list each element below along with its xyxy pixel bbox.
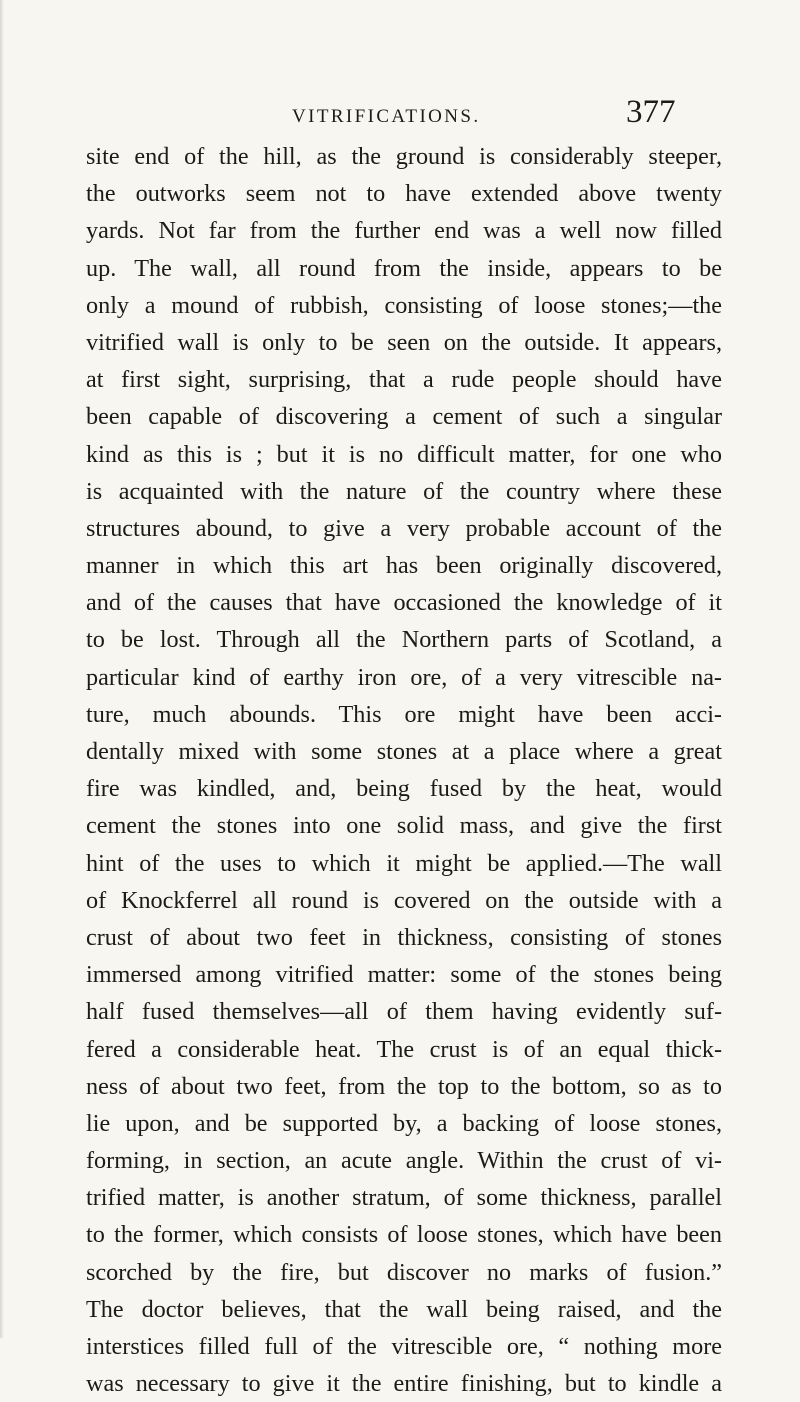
text-line: and of the causes that have occasioned the knowledge of it [86, 589, 722, 617]
text-line: site end of the hill, as the ground is considerably steeper, [86, 143, 722, 170]
page-edge-shadow [0, 0, 4, 1338]
text-line: to be lost. Through all the Northern parts of Scotland, a [86, 626, 722, 654]
text-line: crust of about two feet in thickness, consisting of stones [86, 923, 722, 951]
text-line: been capable of discovering a cement of such a singular [86, 403, 722, 431]
text-line: scorched by the fire, but discover no marks of fusion.” [86, 1258, 722, 1286]
text-line: lie upon, and be supported by, a backing of loose stones, [86, 1109, 722, 1137]
text-line: to the former, which consists of loose stones, which have been [86, 1221, 722, 1249]
text-line: The doctor believes, that the wall being raised, and the [86, 1295, 722, 1323]
text-line: trified matter, is another stratum, of some thickness, parallel [86, 1184, 722, 1212]
text-line: manner in which this art has been originally discovered, [86, 552, 722, 580]
text-line: forming, in section, an acute angle. Within the crust of vi- [86, 1147, 722, 1175]
text-line: ness of about two feet, from the top to the bottom, so as to [86, 1072, 722, 1100]
text-line: particular kind of earthy iron ore, of a very vitrescible na- [86, 663, 722, 691]
text-line: fire was kindled, and, being fused by the heat, would [86, 775, 722, 803]
text-line: the outworks seem not to have extended above twenty [86, 180, 722, 208]
text-line: interstices filled full of the vitrescible ore, “ nothing more [86, 1333, 722, 1360]
text-line: cement the stones into one solid mass, and give the first [86, 812, 722, 840]
text-line: dentally mixed with some stones at a place where a great [86, 738, 722, 765]
body-text [86, 138, 722, 1402]
text-line: ture, much abounds. This ore might have been acci- [86, 700, 722, 728]
text-line: is acquainted with the nature of the country where these [86, 477, 722, 505]
text-line: vitrified wall is only to be seen on the outside. It appears, [86, 328, 722, 356]
text-line: hint of the uses to which it might be applied.—The wall [86, 849, 722, 877]
text-line: of Knockferrel all round is covered on the outside with a [86, 886, 722, 914]
text-line: structures abound, to give a very probable account of the [86, 514, 722, 542]
running-head-title: VITRIFICATIONS. [292, 106, 481, 127]
text-line: kind as this is ; but it is no difficult matter, for one who [86, 440, 722, 468]
text-line: up. The wall, all round from the inside, appears to be [86, 254, 722, 282]
text-line: half fused themselves—all of them having evidently suf- [86, 998, 722, 1026]
running-head [0, 86, 800, 136]
text-line: fered a considerable heat. The crust is of an equal thick- [86, 1035, 722, 1063]
page-number: 377 [626, 94, 676, 130]
text-line: immersed among vitrified matter: some of the stones being [86, 961, 722, 989]
text-line: at first sight, surprising, that a rude people should have [86, 366, 722, 394]
text-line: only a mound of rubbish, consisting of loose stones;—the [86, 291, 722, 319]
text-line: was necessary to give it the entire finishing, but to kindle a [86, 1370, 722, 1398]
text-line: yards. Not far from the further end was a well now filled [86, 217, 722, 245]
